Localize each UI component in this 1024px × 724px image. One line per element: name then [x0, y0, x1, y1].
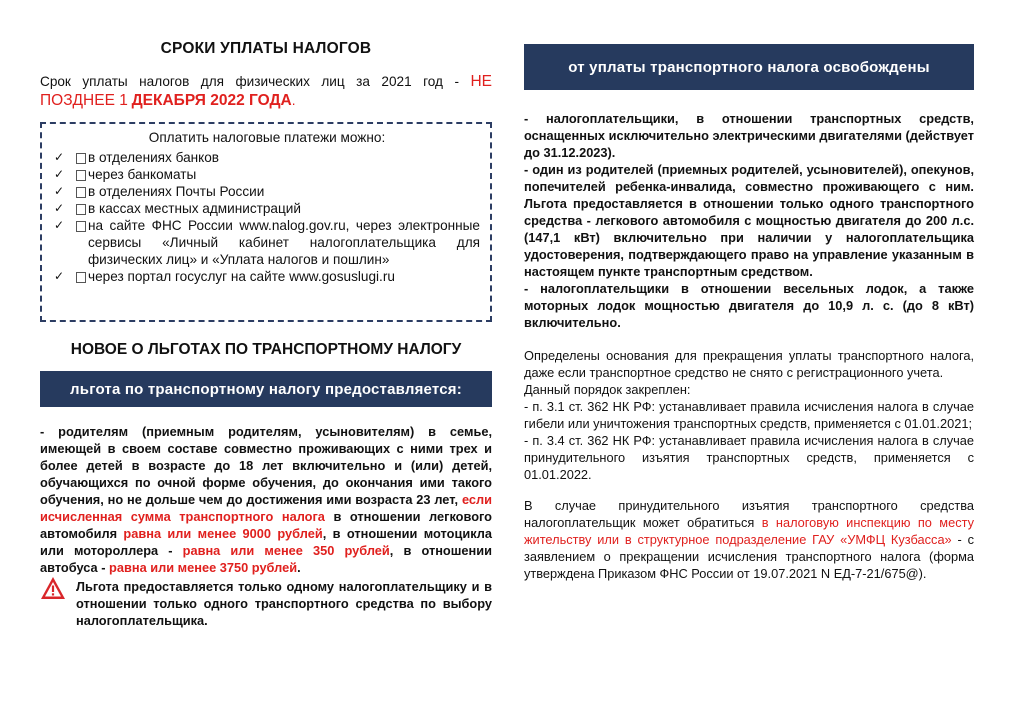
- notes-p1: Определены основания для прекращения уплаты транспортного налога, даже если транспортное средство не снято с регистрационного учета.: [524, 348, 974, 380]
- benefit-text: - родителям (приемным родителям, усыновителям) в семье, имеющей в своем составе совместно проживающих с ними трех и более детей в возрасте до 18 лет включительно и (или) детей, обучающихся по очной форме обучения, до окончания ими такого обучения, но не дольше чем до достижения ими возраста 23 лет, если исчисленная сумма транспортного налога в отношении легкового автомобиля равна или менее 9000 рублей, в отношении мотоцикла или мотороллера - равна или менее 350 рублей, в отношении автобуса - равна или менее 3750 рублей. Льгота предоставляется только одному налогоплательщику и в отношении только одного транспортного средства по выбору налогоплательщика.: [40, 424, 492, 628]
- box-bullet-icon: [76, 187, 86, 198]
- box-bullet-icon: [76, 221, 86, 232]
- warning-icon: [40, 576, 66, 600]
- payment-item: [54, 183, 480, 200]
- exempt-list: [524, 110, 974, 331]
- exempt-item-boats: - налогоплательщики в отношении весельных лодок, а также моторных лодок мощностью двигателя до 10,9 л. с. (до 8 кВт) включительно.: [524, 281, 974, 330]
- payment-item-label: на сайте ФНС России www.nalog.gov.ru, через электронные сервисы «Личный кабинет налогоплательщика для физических лиц» и «Уплата налогов и пошлин»: [88, 218, 480, 267]
- payment-methods-box: [40, 122, 492, 322]
- payment-item-label: в отделениях банков: [88, 150, 220, 165]
- payment-item: [54, 217, 480, 268]
- checkmark-icon: ✓: [54, 167, 65, 181]
- payment-item-label: в отделениях Почты России: [88, 184, 265, 199]
- right-column: [524, 44, 974, 582]
- new-benefits-heading: НОВОЕ О ЛЬГОТАХ ПО ТРАНСПОРТНОМУ НАЛОГУ: [70, 341, 462, 358]
- checkmark-icon: ✓: [54, 269, 65, 283]
- exempt-item-parent: - один из родителей (приемных родителей, усыновителей), опекунов, попечителей ребенка-инвалида, совместно проживающего с ним. Льгота предоставляется в отношении только одного транспортного средства - легкового автомобиля с мощностью двигателя до 200 л.с. (147,1 кВт) включительно при наличии у налогоплательщика удостоверения, подтверждающего право на управление указанным в настоящем пункте транспортным средством.: [524, 162, 974, 279]
- payment-item: [54, 166, 480, 183]
- benefit-banner: льгота по транспортному налогу предоставляется:: [40, 371, 492, 407]
- box-bullet-icon: [76, 153, 86, 164]
- notes-section: [524, 347, 974, 582]
- checkmark-icon: ✓: [54, 218, 65, 232]
- payment-item: [54, 268, 480, 285]
- checkmark-icon: ✓: [54, 150, 65, 164]
- payment-item-label: через портал госуслуг на сайте www.gosuslugi.ru: [88, 269, 395, 284]
- exempt-item-electric: - налогоплательщики, в отношении транспортных средств, оснащенных исключительно электрическими двигателями (действует до 31.12.2023).: [524, 111, 974, 160]
- notes-p5: В случае принудительного изъятия транспортного средства налогоплательщик может обратиться в налоговую инспекцию по месту жительству или в структурное подразделение ГАУ «УМФЦ Кузбасса» - с заявлением о прекращении исчисления транспортного налога (форма утверждена Приказом ФНС России от 19.07.2021 N ЕД-7-21/675@).: [524, 498, 974, 581]
- checkmark-icon: ✓: [54, 201, 65, 215]
- exempt-banner: от уплаты транспортного налога освобождены: [524, 44, 974, 90]
- payment-item-label: в кассах местных администраций: [88, 201, 301, 216]
- checkmark-icon: ✓: [54, 184, 65, 198]
- box-bullet-icon: [76, 204, 86, 215]
- payment-item: [54, 200, 480, 217]
- left-column: [40, 40, 492, 629]
- notes-p2: Данный порядок закреплен:: [524, 382, 691, 397]
- notes-p3: - п. 3.1 ст. 362 НК РФ: устанавливает правила исчисления налога в случае гибели или уничтожения транспортных средств, применяется с 01.01.2021;: [524, 399, 974, 431]
- spacer: [524, 483, 974, 497]
- deadline-title: СРОКИ УПЛАТЫ НАЛОГОВ: [160, 40, 372, 57]
- notes-p4: - п. 3.4 ст. 362 НК РФ: устанавливает правила исчисления налога в случае принудительного изъятия транспортных средств, применяется с 01.01.2022.: [524, 433, 974, 482]
- payment-list: [54, 149, 480, 285]
- deadline-text: Срок уплаты налогов для физических лиц за 2021 год - НЕ ПОЗДНЕЕ 1 ДЕКАБРЯ 2022 ГОДА.: [40, 73, 492, 109]
- payment-heading: Оплатить налоговые платежи можно:: [148, 130, 386, 145]
- box-bullet-icon: [76, 170, 86, 181]
- payment-item-label: через банкоматы: [88, 167, 197, 182]
- warning-text: Льгота предоставляется только одному налогоплательщику и в отношении только одного транспортного средства по выбору налогоплательщика.: [76, 579, 492, 628]
- warning-row: [40, 578, 492, 629]
- box-bullet-icon: [76, 272, 86, 283]
- payment-item: [54, 149, 480, 166]
